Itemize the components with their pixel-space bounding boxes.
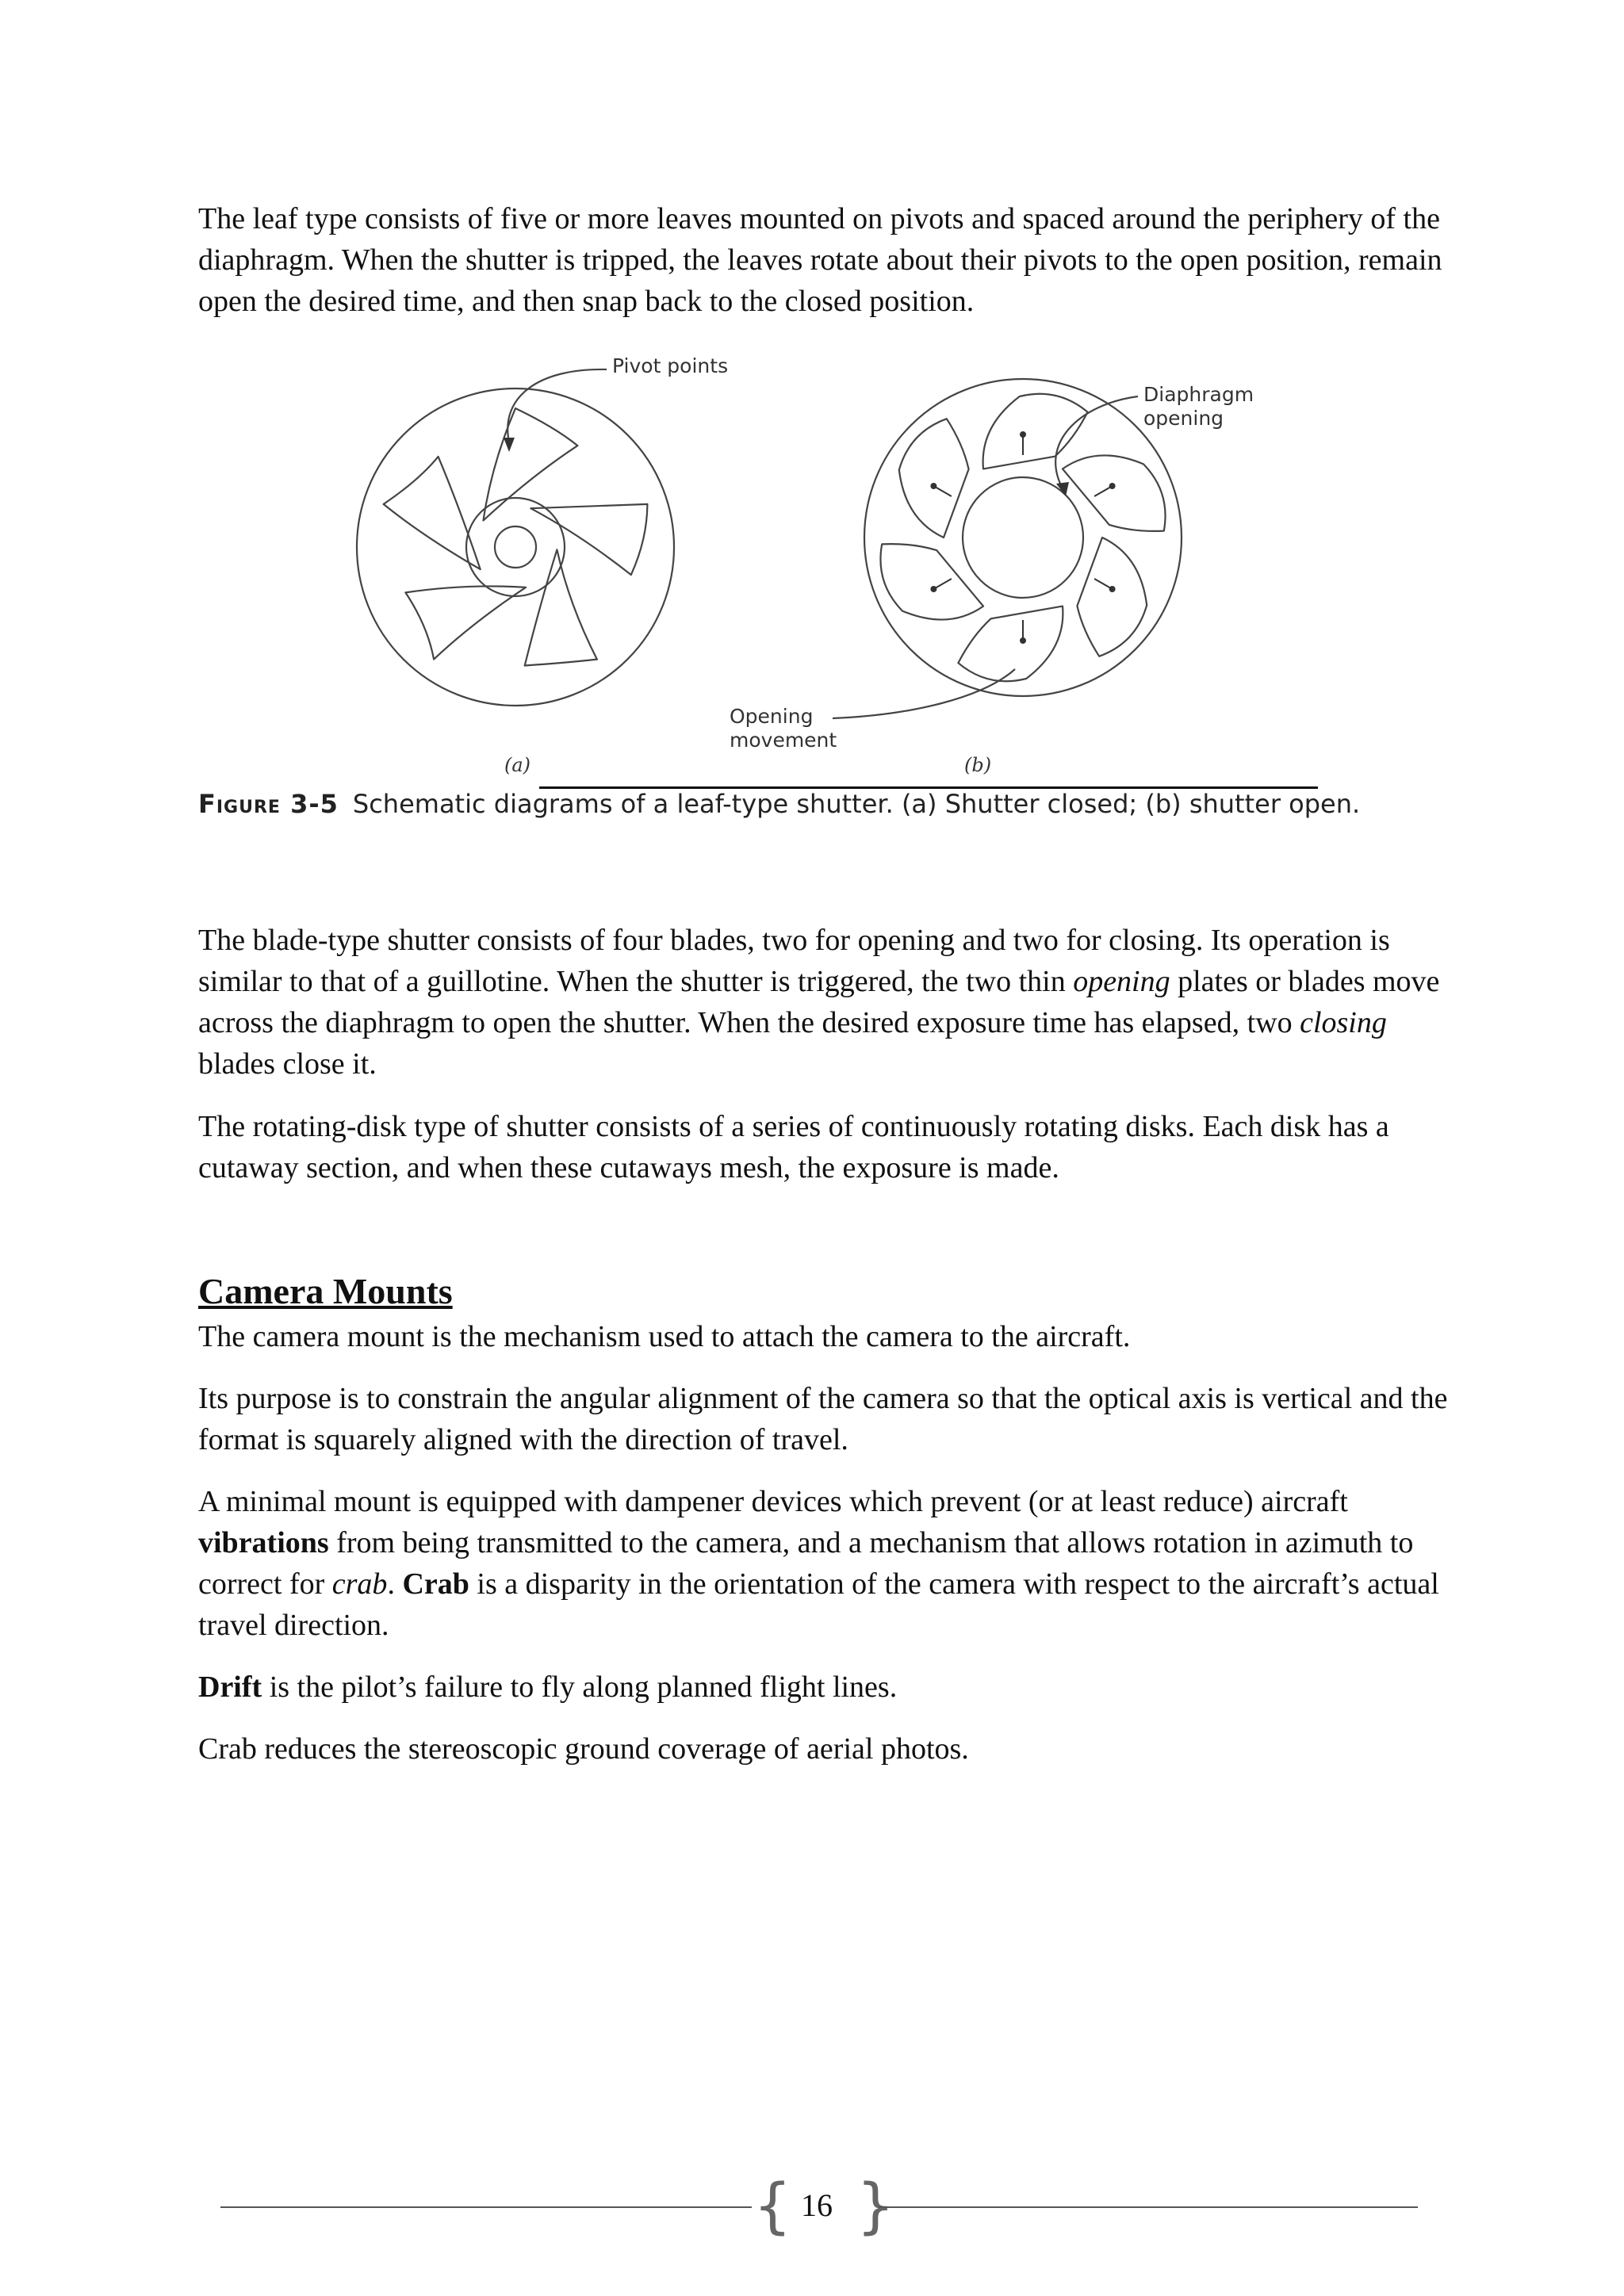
shutter-b-leaf bbox=[899, 419, 969, 538]
camera-mounts-p4 bbox=[198, 1667, 1451, 1708]
figure-leaf-shutter bbox=[198, 349, 1361, 840]
camera-mounts-p5: Crab reduces the stereoscopic ground coverage of aerial photos. bbox=[198, 1732, 969, 1766]
opening-arrowhead bbox=[1021, 638, 1025, 643]
label-opening-line2: movement bbox=[730, 729, 837, 752]
p3-emph-crab: crab bbox=[331, 1567, 388, 1601]
camera-mounts-p1: The camera mount is the mechanism used to attach the camera to the aircraft. bbox=[198, 1320, 1131, 1353]
caption-figure-number: Figure 3-5 bbox=[198, 789, 339, 819]
blade-emph-opening: opening bbox=[1073, 965, 1170, 998]
paragraph-blade-text bbox=[198, 920, 1451, 1085]
p3-text-3: . bbox=[387, 1567, 403, 1601]
label-pivot-points: Pivot points bbox=[612, 354, 729, 377]
paragraph-rotating-text: The rotating-disk type of shutter consists of a series of continuously rotating disks. Each disk has a cutaway section, and when these cutaways mesh, the exposure is made. bbox=[198, 1110, 1389, 1184]
shutter-b-leaf bbox=[983, 394, 1088, 469]
opening-arrow-shaft bbox=[1094, 487, 1111, 496]
label-diaphragm-line2: opening bbox=[1143, 407, 1224, 430]
paragraph-leaf-text: The leaf type consists of five or more leaves mounted on pivots and spaced around the periphery of the diaphragm. When the shutter is tripped, the leaves rotate about their pivots to the open position, remain open the desired time, and then snap back to the closed position. bbox=[198, 202, 1442, 318]
p3-bold-vibrations: vibrations bbox=[198, 1526, 329, 1559]
shutter-a-leaves bbox=[384, 408, 648, 666]
shutter-a-housing bbox=[357, 388, 674, 706]
p4-bold-drift: Drift bbox=[198, 1670, 262, 1704]
leaf-shutter-diagram bbox=[198, 349, 1308, 793]
p3-text-1: A minimal mount is equipped with dampener devices which prevent (or at least reduce) aircraft bbox=[198, 1485, 1348, 1518]
shutter-a-leaf bbox=[484, 408, 578, 521]
opening-leader-line bbox=[833, 669, 1015, 718]
opening-arrowhead bbox=[931, 484, 936, 488]
section-heading: Camera Mounts bbox=[198, 1271, 453, 1311]
shutter-b-leaf bbox=[1077, 538, 1147, 656]
caption-text: Schematic diagrams of a leaf-type shutter. (a) Shutter closed; (b) shutter open. bbox=[352, 789, 1361, 819]
shutter-a-leaf bbox=[530, 504, 647, 575]
blade-text-3: blades close it. bbox=[198, 1047, 377, 1081]
opening-arrowhead bbox=[1110, 484, 1115, 488]
opening-arrowhead bbox=[1021, 432, 1025, 437]
pivot-arrowhead bbox=[504, 438, 515, 452]
page-number: 16 bbox=[801, 2187, 833, 2223]
blade-emph-closing: closing bbox=[1300, 1006, 1387, 1039]
figure-caption bbox=[198, 789, 1360, 819]
section-camera-mounts bbox=[198, 1269, 1451, 1790]
label-sub-b: (b) bbox=[964, 754, 992, 776]
label-diaphragm-line1: Diaphragm bbox=[1143, 383, 1254, 406]
opening-arrow-shaft bbox=[935, 579, 952, 588]
opening-arrow-shaft bbox=[935, 487, 952, 496]
camera-mounts-p2: Its purpose is to constrain the angular alignment of the camera so that the optical axis is vertical and the format is squarely aligned with the direction of travel. bbox=[198, 1382, 1448, 1456]
left-brace-icon: { bbox=[753, 2170, 792, 2241]
opening-movement-arrows bbox=[931, 432, 1114, 643]
shutter-a-center-ring bbox=[466, 498, 565, 596]
p3-text-2: from being transmitted to the camera, and a mechanism that allows rotation in azimuth to correct for bbox=[198, 1526, 1414, 1601]
shutter-b-leaf bbox=[958, 607, 1063, 682]
paragraph-blade-type bbox=[198, 920, 1451, 1085]
label-sub-a: (a) bbox=[504, 754, 531, 776]
paragraph-rotating-disk bbox=[198, 1106, 1451, 1188]
shutter-a-leaf bbox=[405, 586, 526, 659]
label-opening-line1: Opening bbox=[730, 705, 814, 728]
right-brace-icon: } bbox=[856, 2170, 895, 2241]
page-footer bbox=[0, 2172, 1624, 2244]
blade-text-2: plates or blades move across the diaphragm to open the shutter. When the desired exposure time has elapsed, two bbox=[198, 965, 1440, 1039]
p4-text: is the pilot’s failure to fly along planned flight lines. bbox=[262, 1670, 898, 1704]
p3-bold-crab: Crab bbox=[402, 1567, 469, 1601]
opening-arrowhead bbox=[1110, 587, 1115, 591]
shutter-b-housing bbox=[864, 379, 1182, 696]
blade-text-1: The blade-type shutter consists of four blades, two for opening and two for closing. Its operation is similar to that of a guillotine. When the shutter is triggered, the two thin bbox=[198, 924, 1390, 998]
shutter-b-leaf bbox=[880, 544, 983, 619]
shutter-b-leaf bbox=[1063, 455, 1166, 530]
opening-arrowhead bbox=[931, 587, 936, 591]
opening-arrow-shaft bbox=[1094, 579, 1111, 588]
footer-rule-left bbox=[220, 2206, 752, 2208]
paragraph-leaf-type bbox=[198, 198, 1451, 322]
p3-text-4: is a disparity in the orientation of the camera with respect to the aircraft’s actual travel direction. bbox=[198, 1567, 1439, 1642]
shutter-a-center-hole bbox=[495, 526, 536, 568]
footer-rule-right bbox=[879, 2206, 1418, 2208]
camera-mounts-p3 bbox=[198, 1481, 1451, 1646]
